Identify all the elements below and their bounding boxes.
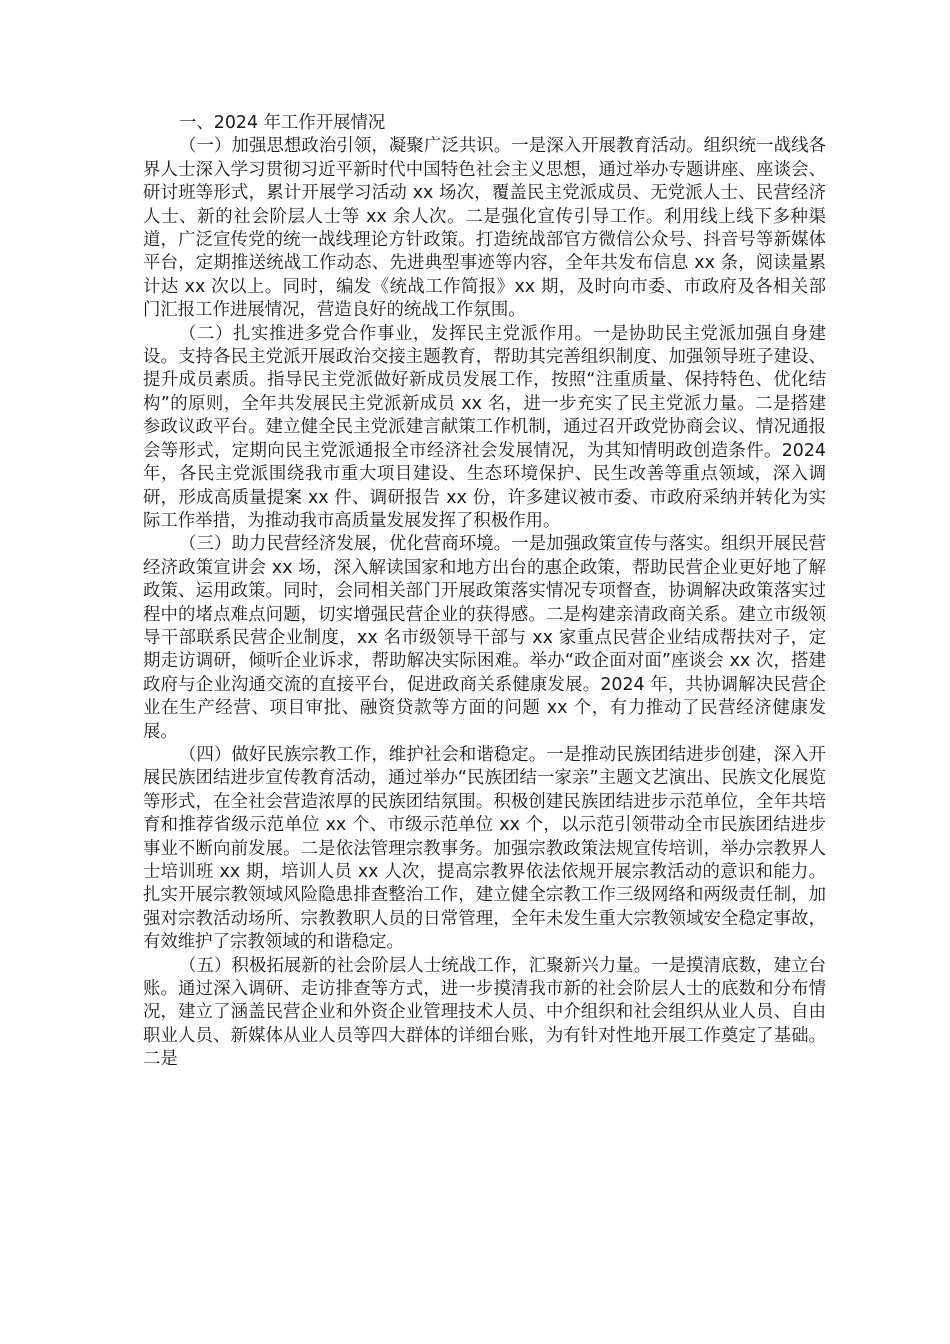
paragraph-new-social-strata: （五）积极拓展新的社会阶层人士统战工作，汇聚新兴力量。一是摸清底数，建立台账。通过深入调研、走访排查等方式，进一步摸清我市新的社会阶层人士的底数和分布情况，建立了涵盖民营企业和外资企业管理技术人员、中介组织和社会组织从业人员、自由职业人员、新媒体从业人员等四大群体的详细台账，为有针对性地开展工作奠定了基础。二是 bbox=[143, 955, 826, 1070]
document-page bbox=[143, 112, 826, 1072]
paragraph-ethnic-religious-work: （四）做好民族宗教工作，维护社会和谐稳定。一是推动民族团结进步创建，深入开展民族团结进步宣传教育活动，通过举办“民族团结一家亲”主题文艺演出、民族文化展览等形式，在全社会营造浓厚的民族团结氛围。积极创建民族团结进步示范单位，全年共培育和推荐省级示范单位 xx 个、市级示范单位 xx 个，以示范引领带动全市民族团结进步事业不断向前发展。二是依法管理宗教事务。加强宗教政策法规宣传培训，举办宗教界人士培训班 xx 期，培训人员 xx 人次，提高宗教界依法依规开展宗教活动的意识和能力。扎实开展宗教领域风险隐患排查整治工作，建立健全宗教工作三级网络和两级责任制，加强对宗教活动场所、宗教教职人员的日常管理，全年未发生重大宗教领域安全稳定事故，有效维护了宗教领域的和谐稳定。 bbox=[143, 744, 826, 953]
paragraph-political-guidance: （一）加强思想政治引领，凝聚广泛共识。一是深入开展教育活动。组织统一战线各界人士深入学习贯彻习近平新时代中国特色社会主义思想，通过举办专题讲座、座谈会、研讨班等形式，累计开展学习活动 xx 场次，覆盖民主党派成员、无党派人士、民营经济人士、新的社会阶层人士等 xx 余人次。二是强化宣传引导工作。利用线上线下多种渠道，广泛宣传党的统一战线理论方针政策。打造统战部官方微信公众号、抖音号等新媒体平台，定期推送统战工作动态、先进典型事迹等内容，全年共发布信息 xx 条，阅读量累计达 xx 次以上。同时，编发《统战工作简报》xx 期，及时向市委、市政府及各相关部门汇报工作进展情况，营造良好的统战工作氛围。 bbox=[143, 136, 826, 321]
section-heading: 一、2024 年工作开展情况 bbox=[179, 113, 386, 133]
paragraph-private-economy: （三）助力民营经济发展，优化营商环境。一是加强政策宣传与落实。组织开展民营经济政策宣讲会 xx 场，深入解读国家和地方出台的惠企政策，帮助民营企业更好地了解政策、运用政策。同时，会同相关部门开展政策落实情况专项督查，协调解决政策落实过程中的堵点难点问题，切实增强民营企业的获得感。二是构建亲清政商关系。建立市级领导干部联系民营企业制度，xx 名市级领导干部与 xx 家重点民营企业结成帮扶对子，定期走访调研，倾听企业诉求，帮助解决实际困难。举办“政企面对面”座谈会 xx 次，搭建政府与企业沟通交流的直接平台，促进政商关系健康发展。2024 年，共协调解决民营企业在生产经营、项目审批、融资贷款等方面的问题 xx 个，有力推动了民营经济健康发展。 bbox=[143, 534, 826, 742]
paragraph-multi-party-cooperation: （二）扎实推进多党合作事业，发挥民主党派作用。一是协助民主党派加强自身建设。支持各民主党派开展政治交接主题教育，帮助其完善组织制度、加强领导班子建设、提升成员素质。指导民主党派做好新成员发展工作，按照“注重质量、保持特色、优化结构”的原则，全年共发展民主党派新成员 xx 名，进一步充实了民主党派力量。二是搭建参政议政平台。建立健全民主党派建言献策工作机制，通过召开政党协商会议、情况通报会等形式，定期向民主党派通报全市经济社会发展情况，为其知情明政创造条件。2024 年，各民主党派围绕我市重大项目建设、生态环境保护、民生改善等重点领域，深入调研，形成高质量提案 xx 件、调研报告 xx 份，许多建议被市委、市政府采纳并转化为实际工作举措，为推动我市高质量发展发挥了积极作用。 bbox=[143, 323, 826, 531]
